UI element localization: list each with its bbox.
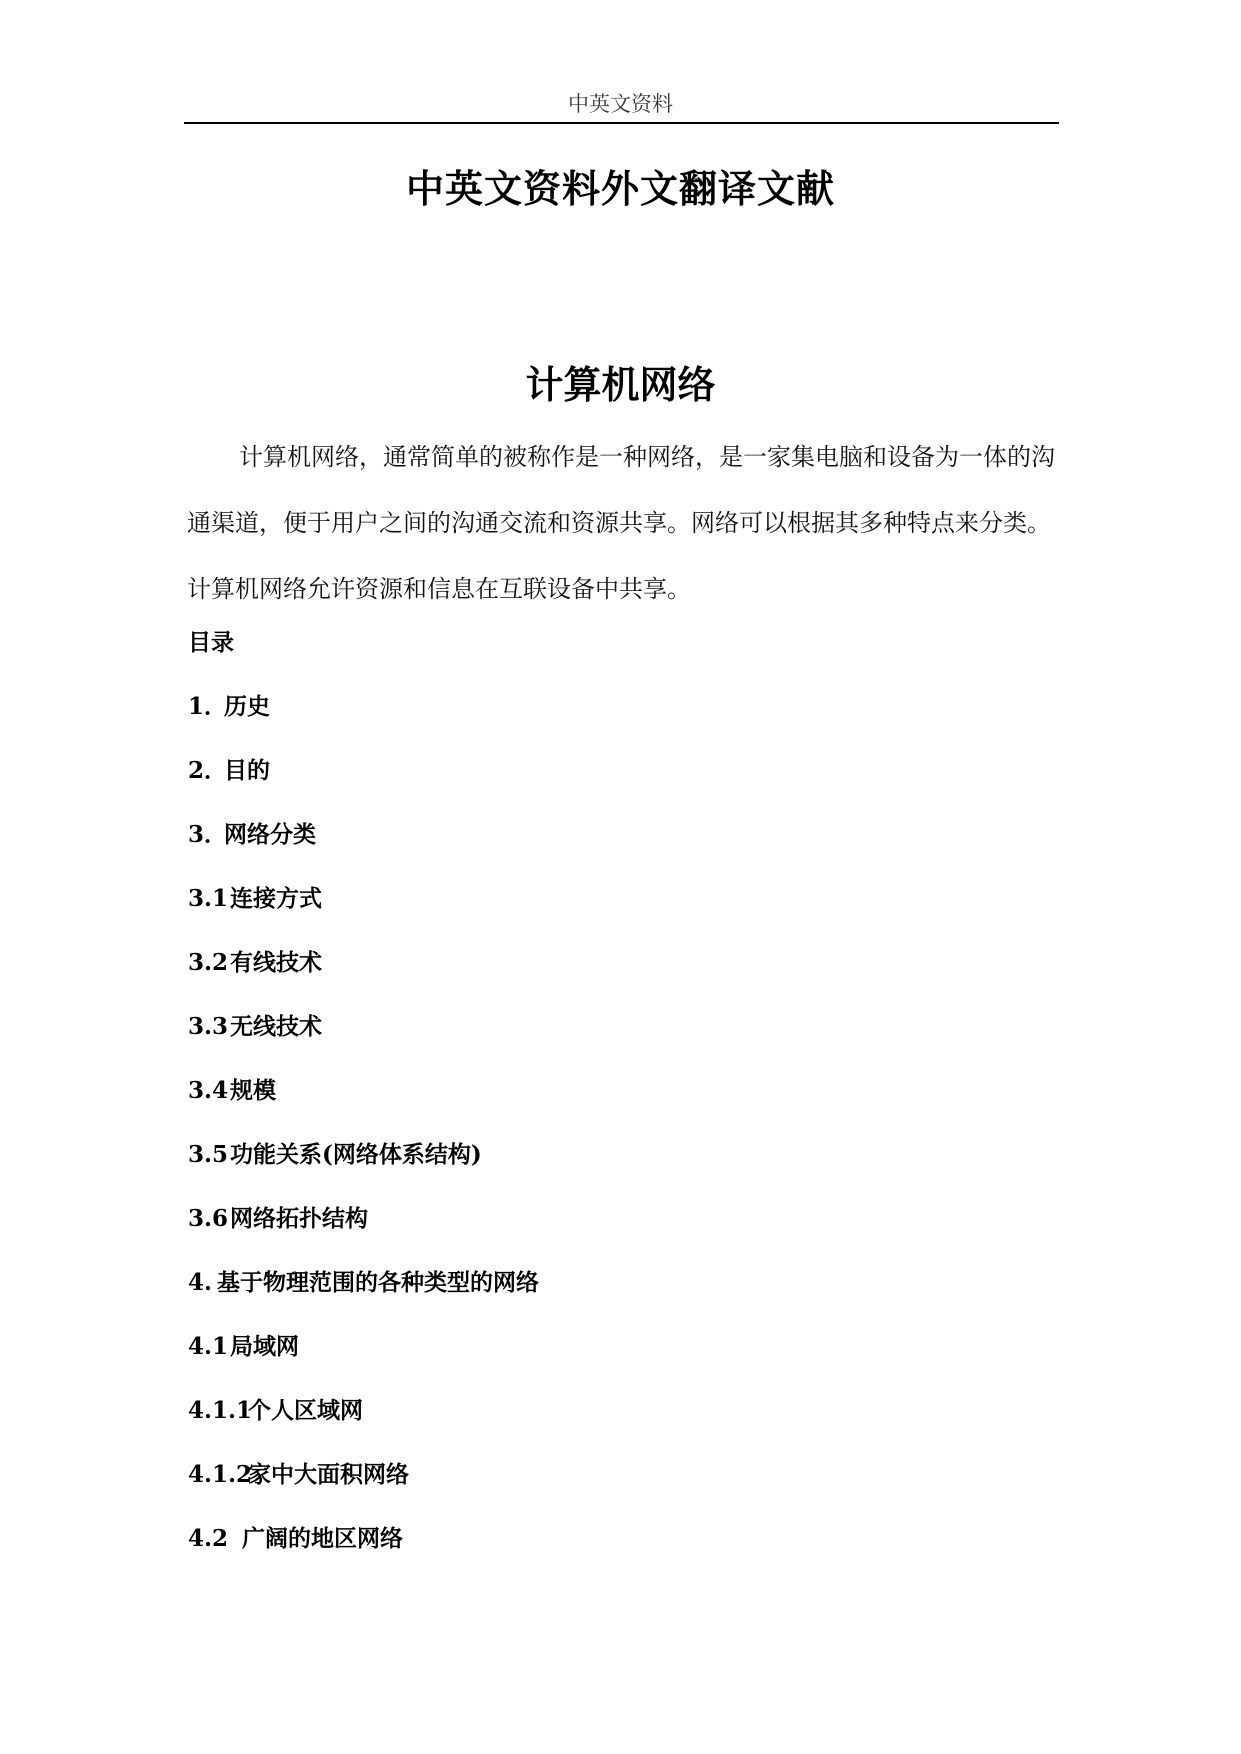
toc-item	[188, 1008, 322, 1041]
toc-item-label: 网络分类	[224, 821, 316, 848]
toc-item-number: 3．	[188, 821, 228, 848]
toc-item-number: 3.1	[188, 885, 229, 912]
toc-item-number: 4.2	[188, 1525, 229, 1552]
header-rule	[184, 122, 1059, 124]
toc-item	[188, 1520, 403, 1553]
toc-item-number: 3.4	[188, 1077, 229, 1104]
toc-item-label: 目的	[224, 757, 270, 784]
toc-item-label: 广阔的地区网络	[242, 1525, 403, 1552]
toc-item-number: 4.	[188, 1269, 213, 1296]
toc-heading: 目录	[188, 629, 234, 656]
section-title: 计算机网络	[525, 362, 716, 407]
toc-item	[188, 944, 322, 977]
toc-item-label: 有线技术	[230, 949, 322, 976]
toc-item-number: 1．	[188, 693, 228, 720]
toc-item-number: 4.1.1	[188, 1397, 253, 1424]
toc-item-number: 2．	[188, 757, 228, 784]
toc-item-label: 局域网	[230, 1333, 299, 1360]
toc-item	[188, 1456, 409, 1489]
toc-item-label: 功能关系(网络体系结构)	[230, 1141, 482, 1168]
toc-item-number: 4.1	[188, 1333, 229, 1360]
toc-item-number: 3.6	[188, 1205, 229, 1232]
toc-item-label: 规模	[230, 1077, 276, 1104]
toc-item	[188, 1200, 368, 1233]
toc-item	[188, 1392, 363, 1425]
toc-item	[188, 1264, 539, 1297]
toc-item	[188, 688, 270, 721]
toc-item	[188, 1072, 276, 1105]
document-title: 中英文资料外文翻译文献	[405, 166, 835, 211]
running-header: 中英文资料	[568, 92, 673, 116]
toc-item-label: 历史	[224, 693, 270, 720]
toc-item-number: 3.5	[188, 1141, 229, 1168]
toc-item-number: 4.1.2	[188, 1461, 253, 1488]
toc-item-label: 无线技术	[230, 1013, 322, 1040]
toc-item	[188, 1328, 299, 1361]
toc-item-label: 基于物理范围的各种类型的网络	[217, 1269, 539, 1296]
toc-item-label: 连接方式	[230, 885, 322, 912]
intro-paragraph: 计算机网络，通常简单的被称作是一种网络，是一家集电脑和设备为一体的沟通渠道，便于用户之间的沟通交流和资源共享。网络可以根据其多种特点来分类。计算机网络允许资源和信息在互联设备中共享。	[187, 443, 1055, 603]
toc-item	[188, 880, 322, 913]
toc-item-label: 家中大面积网络	[248, 1461, 409, 1488]
toc-item	[188, 1136, 482, 1169]
toc-item-number: 3.2	[188, 949, 229, 976]
toc-item	[188, 816, 316, 849]
toc-item-label: 个人区域网	[248, 1397, 363, 1424]
toc-item-label: 网络拓扑结构	[230, 1205, 368, 1232]
toc-item-number: 3.3	[188, 1013, 229, 1040]
toc-item	[188, 752, 270, 785]
